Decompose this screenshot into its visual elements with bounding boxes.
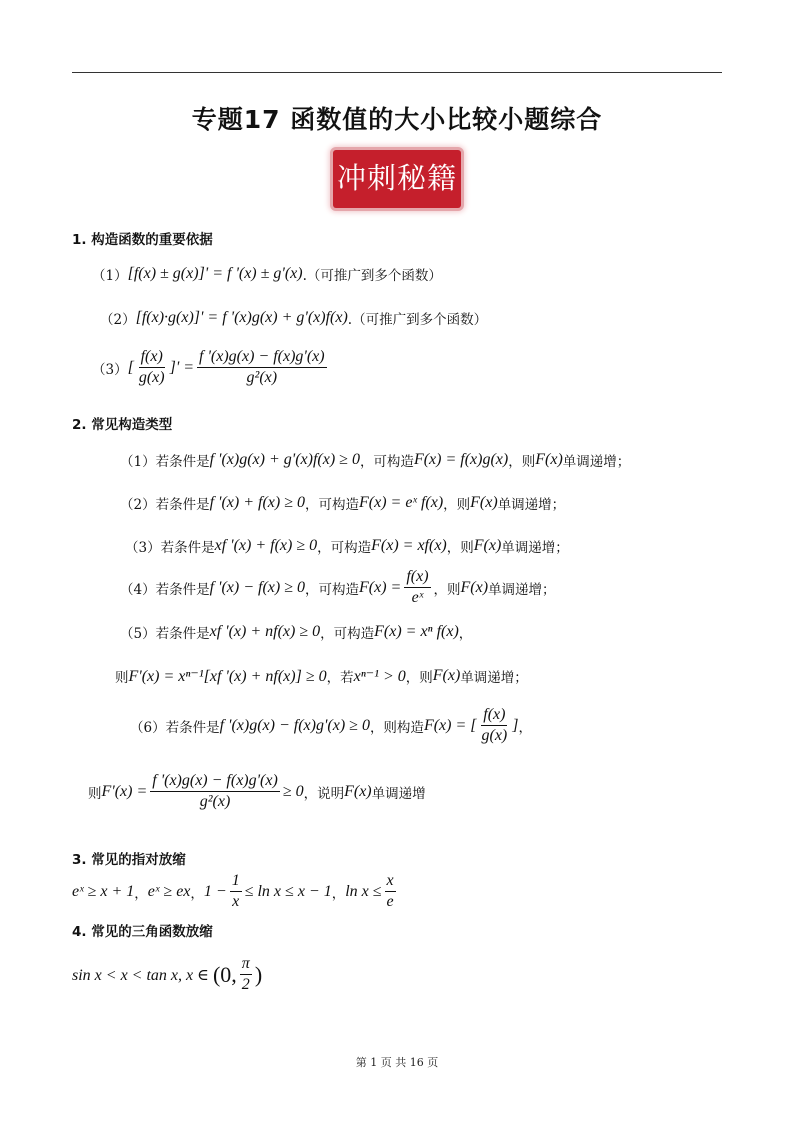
section-1-heading: 1. 构造函数的重要依据 xyxy=(72,232,213,248)
s2-line-1: （1）若条件是 f '(x)g(x) + g'(x)f(x) ≥ 0 ，可构造 F(x) = f(x)g(x) ，则 F(x) 单调递增； xyxy=(120,451,631,470)
s2-line-2: （2）若条件是 f '(x) + f(x) ≥ 0 ，可构造 F(x) = eˣ f(x) ，则 F(x) 单调递增； xyxy=(120,494,566,513)
fraction: π 2 xyxy=(241,955,250,993)
page-title: 专题17 函数值的大小比较小题综合 xyxy=(191,105,603,134)
s1-line-3: （3） [ f(x) g(x) ]' = $\frac{f '(x)g(x) - f(x)g'(x)}{\text{g²(x)}}$ xyxy=(92,348,325,386)
s2-line-8: 则 F'(x) = $\frac{f '(x)g(x) - f(x)g'(x)}{\text{g²(x)}}$ ≥ 0 ，说明 F(x) 单调递增 xyxy=(88,772,426,810)
header-rule xyxy=(72,72,722,73)
fraction: f(x) g(x) xyxy=(481,706,508,744)
s2-line-5: （5）若条件是 xf '(x) + nf(x) ≥ 0 ，可构造 F(x) = xⁿ f(x) ， xyxy=(120,623,473,642)
fraction: f(x) g(x) xyxy=(138,348,165,386)
s4-line-1: sin x < x < tan x, x ∈ (0, π 2 ) xyxy=(72,955,263,993)
s2-line-3: （3）若条件是 xf '(x) + f(x) ≥ 0 ，可构造 F(x) = xf(x) ，则 F(x) 单调递增； xyxy=(125,537,569,556)
section-3-heading: 3. 常见的指对放缩 xyxy=(72,852,186,868)
formula: [f(x) ± g(x)]' = f '(x) ± g'(x) xyxy=(127,265,303,282)
stamp-text: 冲刺秘籍 xyxy=(336,161,457,195)
page-footer: 第 1 页 共 16 页 xyxy=(355,1056,439,1069)
fraction: $\frac{f '(x)g(x) - f(x)g'(x)}{\text{g²(x)}}$ xyxy=(199,348,325,386)
fraction: $\frac{x}{e}$ xyxy=(386,872,394,910)
s3-line-1: eˣ ≥ x + 1 ， eˣ ≥ ex ， 1 − $\frac{1}{x}$ ≤ ln x ≤ x − 1 ， ln x ≤ $\frac{x}{e}$ xyxy=(72,872,394,910)
stamp-badge xyxy=(333,150,461,208)
s2-line-7: （6）若条件是 f '(x)g(x) − f(x)g'(x) ≥ 0 ，则构造 F(x) = [ f(x) g(x) ] ， xyxy=(130,706,532,744)
s2-line-4: （4）若条件是 f '(x) − f(x) ≥ 0 ，可构造 F(x) = $\frac{f(x)}{\text{eˣ}}$ ，则 F(x) 单调递增； xyxy=(120,568,556,606)
fraction: $\frac{1}{x}$ xyxy=(231,872,240,910)
s2-line-6: 则 F'(x) = xⁿ⁻¹[xf '(x) + nf(x)] ≥ 0 ，若 xⁿ⁻¹ > 0 ，则 F(x) 单调递增； xyxy=(115,667,528,686)
formula: [f(x)·g(x)]' = f '(x)g(x) + g'(x)f(x) xyxy=(135,309,348,326)
section-2-heading: 2. 常见构造类型 xyxy=(72,417,173,433)
s1-line-1: （1） [f(x) ± g(x)]' = f '(x) ± g'(x) .（可推广到多个函数） xyxy=(92,265,442,284)
fraction: $\frac{f(x)}{\text{eˣ}}$ xyxy=(406,568,429,606)
fraction: $\frac{f '(x)g(x) - f(x)g'(x)}{\text{g²(x)}}$ xyxy=(152,772,278,810)
section-4-heading: 4. 常见的三角函数放缩 xyxy=(72,924,213,940)
s1-line-2: （2） [f(x)·g(x)]' = f '(x)g(x) + g'(x)f(x) .（可推广到多个函数） xyxy=(100,309,488,328)
